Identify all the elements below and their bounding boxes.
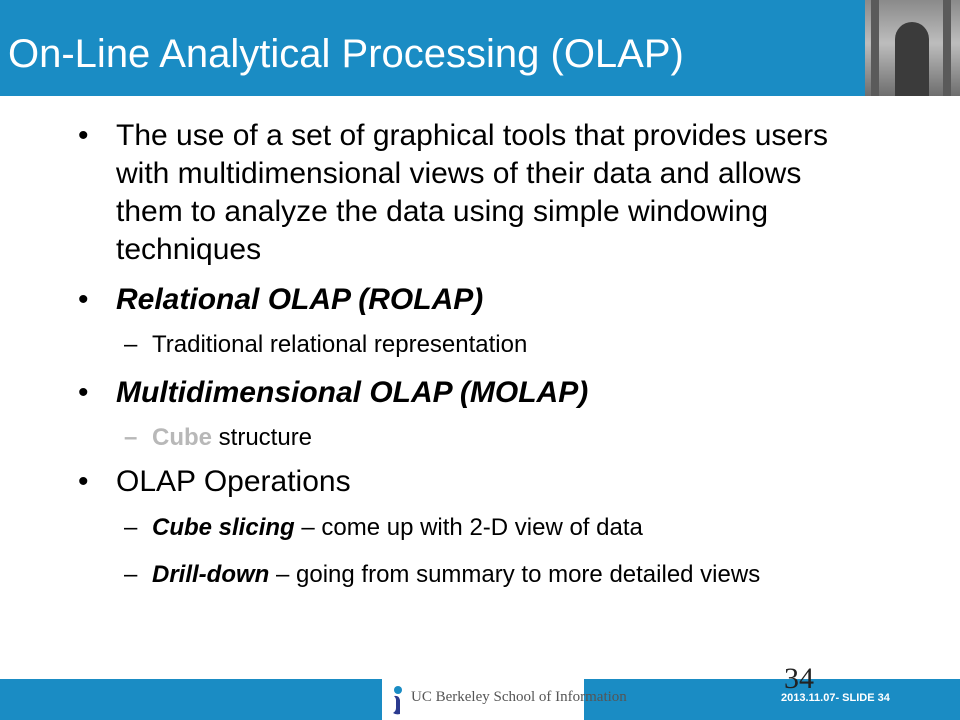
ischool-logo-icon [387,684,409,716]
bullet-item [78,374,846,412]
sub-item [124,513,832,543]
slide-title: On-Line Analytical Processing (OLAP) [8,32,684,76]
sub-item-term: Drill-down [152,561,270,588]
bullet-icon: • [78,465,89,498]
bullet-text: Multidimensional OLAP (MOLAP) [116,376,589,409]
sub-item-text: Traditional relational representation [152,331,528,358]
slide-reference: 2013.11.07- SLIDE 34 [781,692,890,704]
dash-icon: – [124,561,138,588]
page-number: 34 [784,662,814,695]
sub-item [124,423,832,453]
bullet-text: The use of a set of graphical tools that provides users with multidimensional views of their data and allows them to analyze the data using simple windowing techniques [116,119,829,266]
school-name: UC Berkeley School of Information [411,689,627,705]
sub-item-term: Cube slicing [152,514,295,541]
sub-item-text: – going from summary to more detailed views [269,561,761,588]
bullet-icon: • [78,376,89,409]
sub-item-text: structure [212,424,313,451]
dash-icon: – [124,514,138,541]
bullet-icon: • [78,119,89,152]
bullet-item [78,281,846,319]
building-photo [865,0,960,96]
photo-column [943,0,951,96]
bullet-item [78,117,846,269]
bullet-icon: • [78,283,89,316]
sub-item-text: – come up with 2-D view of data [294,514,643,541]
dash-icon: – [124,424,138,451]
sub-item-term: Cube [152,424,212,451]
bullet-text: OLAP Operations [116,465,351,498]
bullet-item [78,463,846,501]
photo-column [871,0,879,96]
bullet-text: Relational OLAP (ROLAP) [116,283,484,316]
sub-item [124,560,792,590]
dash-icon: – [124,331,138,358]
sub-item [124,330,832,360]
photo-arch [895,22,929,96]
